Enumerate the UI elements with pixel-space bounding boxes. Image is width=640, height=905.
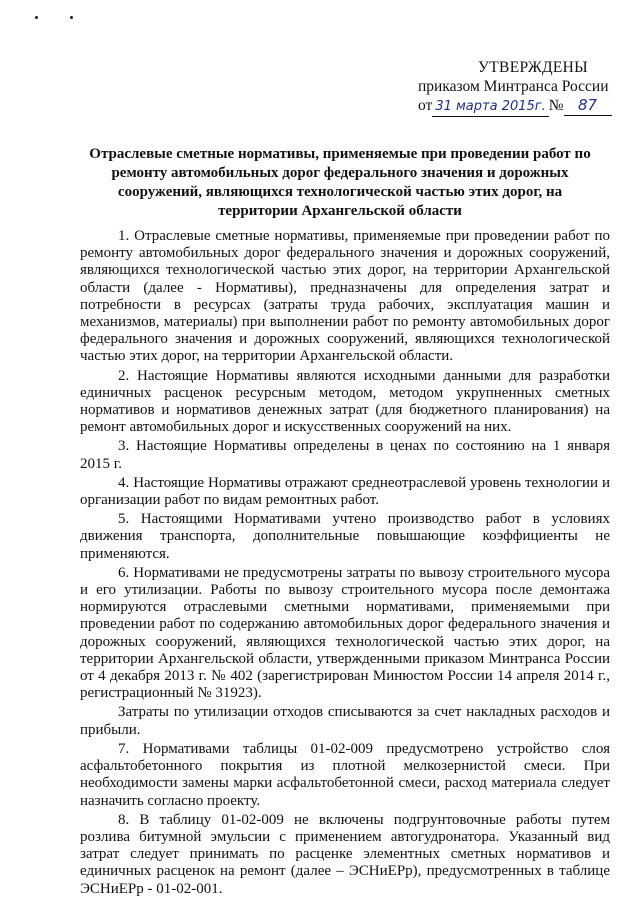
date-prefix: от (418, 97, 433, 114)
paragraph-3: 3. Настоящие Нормативы определены в ценах по состоянию на 1 января 2015 г. (80, 438, 610, 472)
handwritten-date: 31 марта 2015г. (432, 97, 548, 117)
number-prefix: № (548, 97, 564, 114)
scan-speck-right (70, 16, 73, 19)
document-body (80, 228, 610, 900)
approval-block (418, 58, 618, 117)
paragraph-4: 4. Настоящие Нормативы отражают среднеотраслевой уровень технологии и организации работ по видам ремонтных работ. (80, 474, 610, 509)
paragraph-5: 5. Настоящими Нормативами учтено производство работ в условиях движения транспорта, дополнительные повышающие коэффициенты не применяются. (80, 511, 610, 562)
paragraph-6: 6. Нормативами не предусмотрены затраты по вывозу строительного мусора и его утилизации. Работы по вывозу строительного мусора после демонтажа нормируются отраслевыми сметными нормативами, применяемыми при проведении работ по содержанию автомобильных дорог федерального значения и дорожных сооружений, являющихся технологической частью этих дорог, на территории Архангельской области, утвержденными приказом Минтранса России от 4 декабря 2013 г. № 402 (зарегистрирован Минюстом России 14 апреля 2014 г., регистрационный № 31923). (80, 564, 610, 702)
paragraph-6-continuation: Затраты по утилизации отходов списываются за счет накладных расходов и прибыли. (80, 704, 610, 738)
paragraph-2: 2. Настоящие Нормативы являются исходными данными для разработки единичных расценок ресурсным методом, методом укрупненных сметных нормативов и нормативов денежных затрат (для бюджетного планирования) на ремонт автомобильных дорог и искусственных сооружений на них. (80, 367, 610, 436)
approval-order-line: приказом Минтранса России (418, 78, 609, 95)
paragraph-7: 7. Нормативами таблицы 01-02-009 предусмотрено устройство слоя асфальтобетонного покрытия из плотной мелкозернистой смеси. При необходимости замены марки асфальтобетонной смеси, расход материала следует назначить согласно проекту. (80, 740, 610, 809)
document-title: Отраслевые сметные нормативы, применяемые при проведении работ по ремонту автомобильных дорог федерального значения и дорожных сооружений, являющихся технологической частью этих дорог, на территории Архангельской области (89, 146, 591, 219)
paragraph-8: 8. В таблицу 01-02-009 не включены подгрунтовочные работы путем розлива битумной эмульсии с применением автогудронатора. Указанный вид затрат следует принимать по расценке элементных сметных нормативов и единичных расценок на ремонт (далее – ЭСНиЕРр), предусмотренных в таблице ЭСНиЕРр - 01-02-001. (80, 811, 610, 897)
paragraph-1: 1. Отраслевые сметные нормативы, применяемые при проведении работ по ремонту автомобильных дорог федерального значения и дорожных сооружений, являющихся технологической частью этих дорог, на территории Архангельской области (далее - Нормативы), предназначены для определения затрат и потребности в ресурсах (затраты труда рабочих, эксплуатация машин и механизмов, материалы) при выполнении работ по ремонту автомобильных дорог федерального значения и дорожных сооружений, являющихся технологической частью этих дорог, на территории Архангельской области. (80, 228, 610, 365)
approved-heading: УТВЕРЖДЕНЫ (478, 59, 588, 76)
scan-speck-left (35, 16, 38, 19)
handwritten-number: 87 (564, 96, 612, 116)
approval-date-number-line (418, 96, 618, 117)
